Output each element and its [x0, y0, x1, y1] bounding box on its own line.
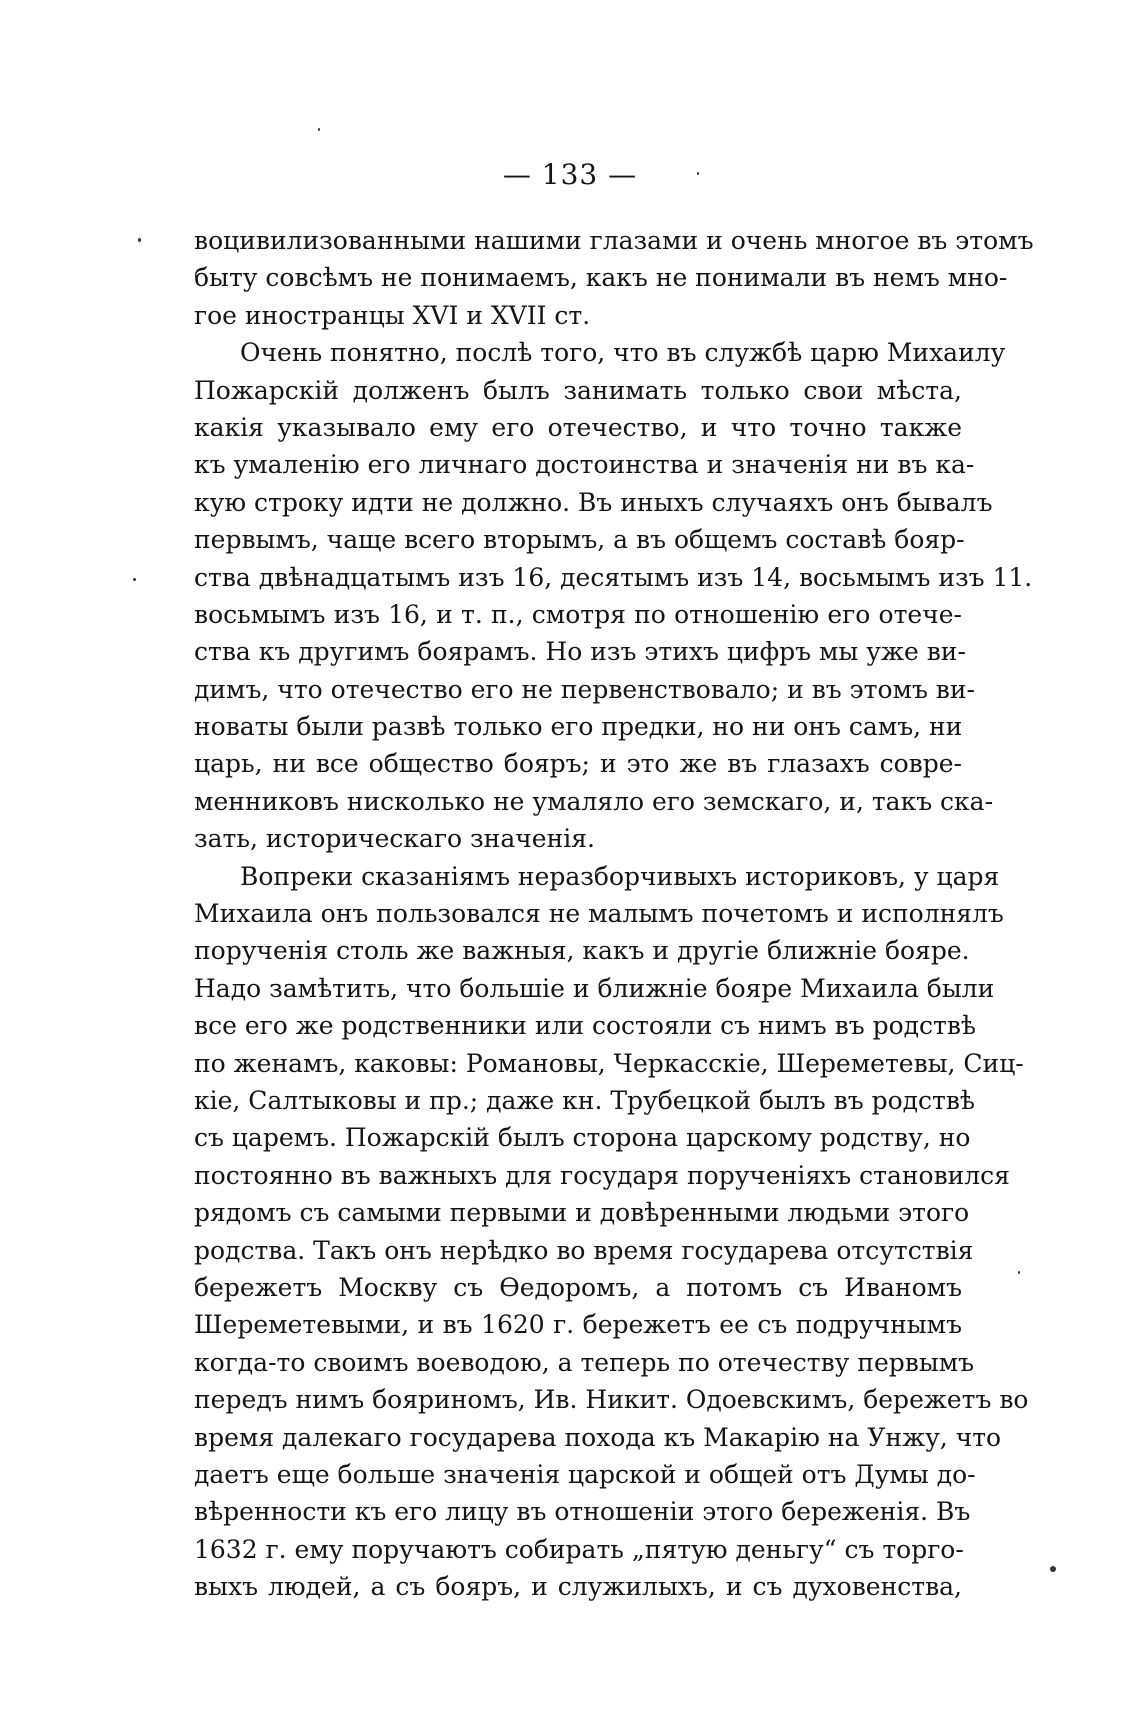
text-line: менниковъ нисколько не умаляло его земскаго, и, такъ ска-	[194, 786, 994, 816]
text-line: ства двѣнадцатымъ изъ 16, десятымъ изъ 14, восьмымъ изъ 11.	[194, 562, 1033, 592]
text-line: быту совсѣмъ не понимаемъ, какъ не понимали въ немъ мно-	[194, 263, 1008, 293]
scan-speck	[133, 578, 136, 581]
text-line: воцивилизованными нашими глазами и очень многое въ этомъ	[194, 226, 1034, 255]
text-line: съ царемъ. Пожарскій былъ сторона царскому родству, но	[194, 1123, 971, 1153]
scan-speck	[138, 238, 141, 242]
text-line: восьмымъ изъ 16, и т. п., смотря по отношенію его отече-	[194, 599, 962, 629]
text-line: кую строку идти не должно. Въ иныхъ случаяхъ онъ бывалъ	[194, 487, 993, 517]
scan-speck	[318, 128, 320, 131]
text-line: зать, историческаго значенія.	[194, 824, 595, 854]
text-line: димъ, что отечество его не первенствовало; и въ этомъ ви-	[194, 674, 975, 704]
text-line: первымъ, чаще всего вторымъ, а въ общемъ составѣ бояр-	[194, 525, 965, 555]
paragraph-start-line: Очень понятно, послѣ того, что въ службѣ царю Михаилу	[240, 338, 1006, 368]
text-line: выхъ людей, а съ бояръ, и служилыхъ, и съ духовенства,	[194, 1572, 962, 1602]
text-line: все его же родственники или состояли съ нимъ въ родствѣ	[194, 1011, 977, 1041]
text-line: когда-то своимъ воеводою, а теперь по отечеству первымъ	[194, 1347, 975, 1377]
text-line: кіе, Салтыковы и пр.; даже кн. Трубецкой былъ въ родствѣ	[194, 1085, 975, 1115]
page-number: — 133 —	[502, 158, 638, 191]
text-line: время далекаго государева похода къ Макарію на Унжу, что	[194, 1422, 1002, 1452]
text-line: новаты были развѣ только его предки, но ни онъ самъ, ни	[194, 712, 963, 742]
text-line: даетъ еще больше значенія царской и общей отъ Думы до-	[194, 1459, 976, 1489]
text-line: по женамъ, каковы: Романовы, Черкасскіе, Шереметевы, Сиц-	[194, 1048, 1024, 1078]
text-line: ства къ другимъ боярамъ. Но изъ этихъ цифръ мы уже ви-	[194, 637, 966, 667]
scan-speck	[1018, 1271, 1020, 1274]
body-text	[194, 222, 1034, 1605]
text-line: Михаила онъ пользовался не малымъ почетомъ и исполнялъ	[194, 899, 1004, 929]
text-line: какія указывало ему его отечество, и что точно также	[194, 412, 962, 442]
text-line: родства. Такъ онъ нерѣдко во время государева отсутствія	[194, 1235, 974, 1265]
text-line: бережетъ Москву съ Ѳедоромъ, а потомъ съ Иваномъ	[194, 1272, 962, 1302]
scan-speck	[697, 172, 699, 175]
scan-speck	[1050, 1566, 1056, 1572]
text-line: 1632 г. ему поручаютъ собирать „пятую деньгу“ съ торго-	[194, 1534, 964, 1564]
text-line: рядомъ съ самыми первыми и довѣренными людьми этого	[194, 1198, 970, 1228]
text-line: царь, ни все общество бояръ; и это же въ глазахъ совре-	[194, 749, 962, 779]
text-line: гое иностранцы XVI и XVII ст.	[194, 300, 591, 330]
text-line: Надо замѣтить, что большіе и ближніе бояре Михаила были	[194, 973, 995, 1003]
text-line: Шереметевыми, и въ 1620 г. бережетъ ее съ подручнымъ	[194, 1310, 962, 1340]
text-line: къ умаленію его личнаго достоинства и значенія ни въ ка-	[194, 450, 975, 480]
text-line: Пожарскій долженъ былъ занимать только свои мѣста,	[194, 375, 962, 405]
text-line: порученія столь же важныя, какъ и другіе ближніе бояре.	[194, 936, 970, 966]
text-line: передъ нимъ бояриномъ, Ив. Никит. Одоевскимъ, бережетъ во	[194, 1385, 1029, 1415]
text-line: вѣренности къ его лицу въ отношеніи этого береженія. Въ	[194, 1497, 971, 1527]
paragraph-start-line: Вопреки сказаніямъ неразборчивыхъ историковъ, у царя	[240, 861, 1000, 891]
text-line: постоянно въ важныхъ для государя порученіяхъ становился	[194, 1160, 1010, 1190]
